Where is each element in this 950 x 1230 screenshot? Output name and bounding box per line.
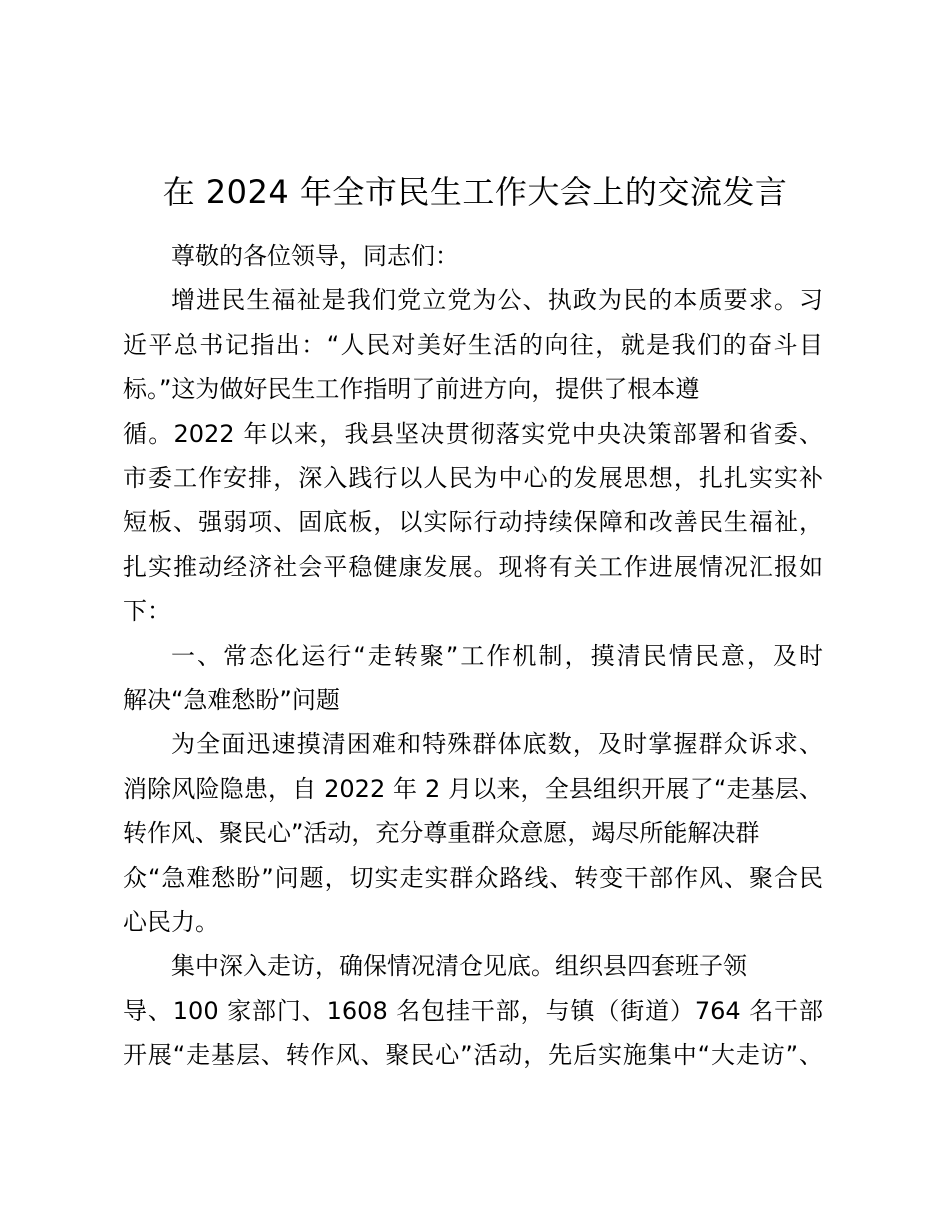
paragraph-line: 开展“走基层、转作风、聚民心”活动，先后实施集中“大走访”、 xyxy=(123,1041,823,1070)
paragraph-line: 为全面迅速摸清困难和特殊群体底数，及时掌握群众诉求、 xyxy=(171,730,823,759)
paragraph-line: 集中深入走访，确保情况清仓见底。组织县四套班子领 xyxy=(171,952,747,981)
paragraph-line: 短板、强弱项、固底板，以实际行动持续保障和改善民生福祉， xyxy=(123,508,823,537)
paragraph-line: 消除风险隐患，自 2022 年 2 月以来，全县组织开展了“走基层、 xyxy=(123,774,823,803)
paragraph-line: 解决“急难愁盼”问题 xyxy=(123,686,340,714)
paragraph-line: 转作风、聚民心”活动，充分尊重群众意愿，竭尽所能解决群 xyxy=(123,819,760,848)
paragraph-line: 市委工作安排，深入践行以人民为中心的发展思想，扎扎实实补 xyxy=(123,464,823,492)
paragraph-line: 众“急难愁盼”问题，切实走实群众路线、转变干部作风、聚合民 xyxy=(123,863,823,892)
paragraph-line: 下： xyxy=(123,597,171,626)
paragraph-line: 增进民生福祉是我们党立党为公、执政为民的本质要求。习 xyxy=(171,286,823,315)
paragraph-line: 标。”这为做好民生工作指明了前进方向，提供了根本遵 xyxy=(123,375,700,404)
paragraph-line: 扎实推动经济社会平稳健康发展。现将有关工作进展情况汇报如 xyxy=(123,552,823,581)
document-title: 在 2024 年全市民生工作大会上的交流发言 xyxy=(162,173,788,211)
paragraph-line: 循。2022 年以来，我县坚决贯彻落实党中央决策部署和省委、 xyxy=(123,419,823,448)
paragraph-line: 一、常态化运行“走转聚”工作机制，摸清民情民意，及时 xyxy=(171,641,823,670)
paragraph-line: 尊敬的各位领导，同志们： xyxy=(171,242,459,270)
paragraph-line: 导、100 家部门、1608 名包挂干部，与镇（街道）764 名干部 xyxy=(123,996,823,1025)
paragraph-line: 心民力。 xyxy=(123,908,219,936)
paragraph-line: 近平总书记指出：“人民对美好生活的向往，就是我们的奋斗目 xyxy=(123,330,823,359)
